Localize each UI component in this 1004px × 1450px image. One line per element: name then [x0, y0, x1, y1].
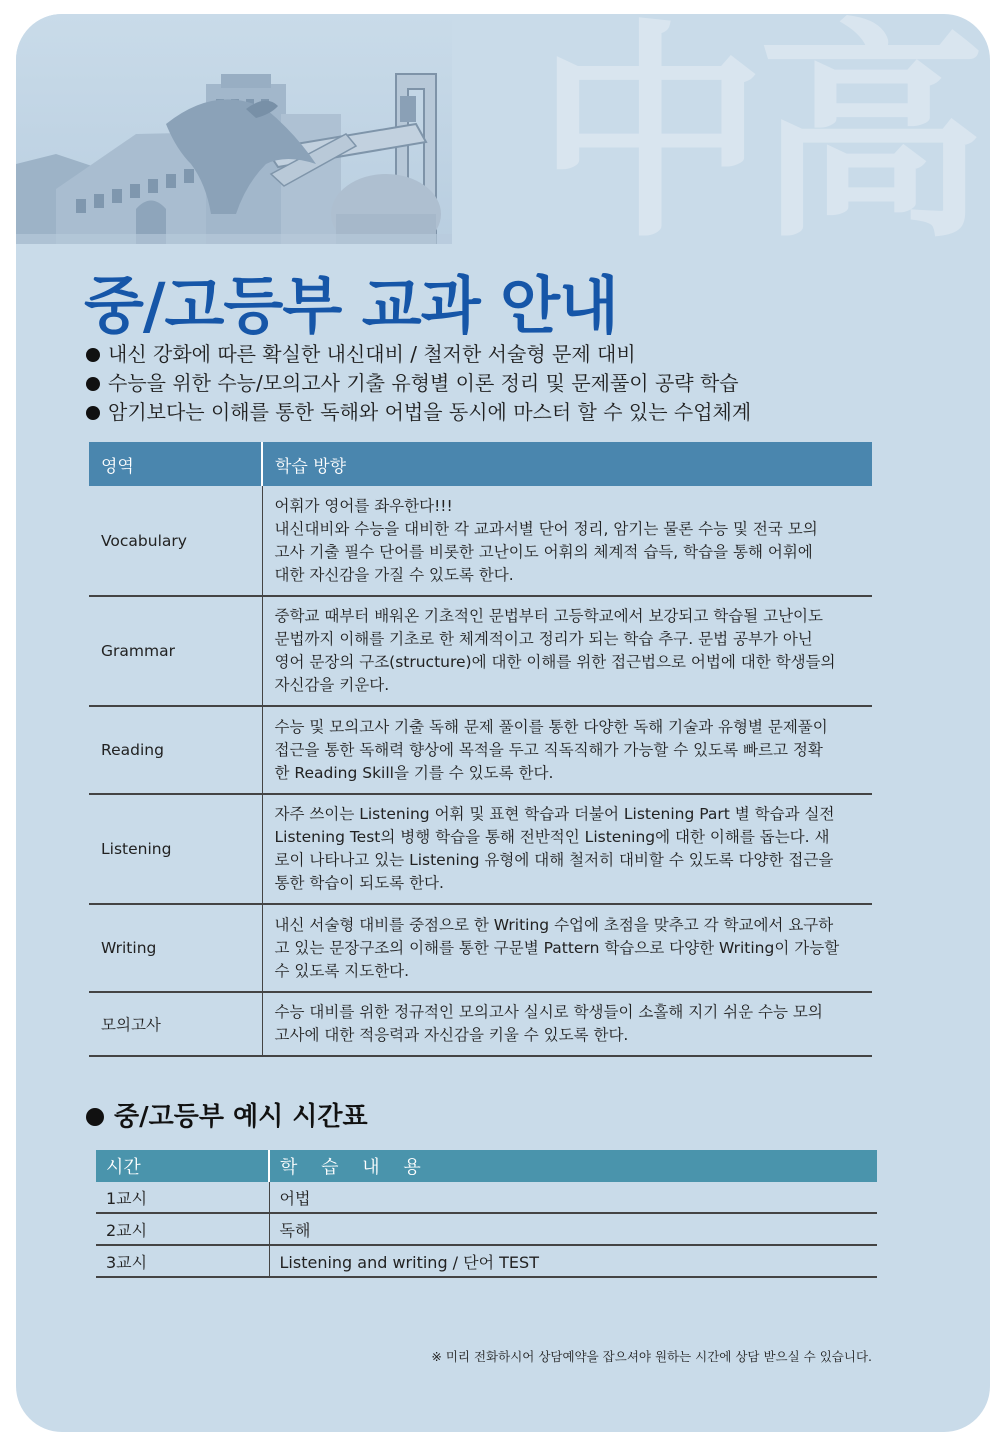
content-cell: 독해 [269, 1213, 877, 1245]
column-header-area: 영역 [89, 442, 262, 486]
subject-name: 모의고사 [89, 992, 262, 1056]
bullet-dot-icon [86, 348, 100, 362]
subject-name: Grammar [89, 596, 262, 706]
content-cell: Listening and writing / 단어 TEST [269, 1245, 877, 1277]
footnote: ※ 미리 전화하시어 상담예약을 잡으셔야 원하는 시간에 상담 받으실 수 있습니다. [431, 1349, 872, 1364]
table-row [89, 794, 872, 904]
table-row [89, 706, 872, 794]
bullet-dot-icon [86, 1108, 104, 1126]
table-row [96, 1213, 877, 1245]
period-cell: 1교시 [96, 1182, 269, 1213]
background-hanja-watermark: 中高 [536, 14, 977, 269]
column-header-time: 시간 [96, 1150, 269, 1182]
column-header-direction: 학습 방향 [262, 442, 872, 486]
table-row [89, 486, 872, 596]
intro-bullet-item: 수능을 위한 수능/모의고사 기출 유형별 이론 정리 및 문제풀이 공략 학습 [86, 369, 751, 398]
schedule-section-title: 중/고등부 예시 시간표 [86, 1096, 368, 1133]
subject-name: Reading [89, 706, 262, 794]
subject-description: 수능 대비를 위한 정규적인 모의고사 실시로 학생들이 소홀해 지기 쉬운 수능 모의 고사에 대한 적응력과 자신감을 키울 수 있도록 한다. [262, 992, 872, 1056]
subjects-table-header [89, 442, 872, 486]
page-title: 중/고등부 교과 안내 [84, 269, 618, 342]
intro-bullet-list [86, 340, 751, 427]
table-row [96, 1245, 877, 1277]
schedule-table-header [96, 1150, 877, 1182]
period-cell: 2교시 [96, 1213, 269, 1245]
subject-name: Listening [89, 794, 262, 904]
schedule-table [96, 1150, 877, 1278]
column-header-content: 학 습 내 용 [269, 1150, 877, 1182]
campus-photo [16, 14, 452, 244]
intro-bullet-item: 암기보다는 이해를 통한 독해와 어법을 동시에 마스터 할 수 있는 수업체계 [86, 398, 751, 427]
table-row [89, 992, 872, 1056]
campus-building-illustration [16, 14, 452, 244]
subject-description: 자주 쓰이는 Listening 어휘 및 표현 학습과 더불어 Listening Part 별 학습과 실전 Listening Test의 병행 학습을 통해 전반적인 Listening에 대한 이해를 돕는다. 새 로이 나타나고 있는 Listening 유형에 대해 철저히 대비할 수 있도록 다양한 접근을 통한 학습이 되도록 한다. [262, 794, 872, 904]
table-row [89, 904, 872, 992]
subjects-table [89, 442, 872, 1057]
period-cell: 3교시 [96, 1245, 269, 1277]
bullet-dot-icon [86, 377, 100, 391]
subject-description: 내신 서술형 대비를 중점으로 한 Writing 수업에 초점을 맞추고 각 학교에서 요구하 고 있는 문장구조의 이해를 통한 구문별 Pattern 학습으로 다양한 Writing이 가능할 수 있도록 지도한다. [262, 904, 872, 992]
intro-bullet-item: 내신 강화에 따른 확실한 내신대비 / 철저한 서술형 문제 대비 [86, 340, 751, 369]
table-row [96, 1182, 877, 1213]
subject-description: 수능 및 모의고사 기출 독해 문제 풀이를 통한 다양한 독해 기술과 유형별 문제풀이 접근을 통한 독해력 향상에 목적을 두고 직독직해가 가능할 수 있도록 빠르고 정확 한 Reading Skill을 기를 수 있도록 한다. [262, 706, 872, 794]
subject-description: 중학교 때부터 배워온 기초적인 문법부터 고등학교에서 보강되고 학습될 고난이도 문법까지 이해를 기초로 한 체계적이고 정리가 되는 학습 추구. 문법 공부가 아닌 영어 문장의 구조(structure)에 대한 이해를 위한 접근법으로 어법에 대한 학생들의 자신감을 키운다. [262, 596, 872, 706]
table-row [89, 596, 872, 706]
page-panel [16, 14, 990, 1432]
subject-description: 어휘가 영어를 좌우한다!!! 내신대비와 수능을 대비한 각 교과서별 단어 정리, 암기는 물론 수능 및 전국 모의 고사 기출 필수 단어를 비롯한 고난이도 어휘의 체계적 습득, 학습을 통해 어휘에 대한 자신감을 가질 수 있도록 한다. [262, 486, 872, 596]
subject-name: Vocabulary [89, 486, 262, 596]
subject-name: Writing [89, 904, 262, 992]
bullet-dot-icon [86, 406, 100, 420]
content-cell: 어법 [269, 1182, 877, 1213]
